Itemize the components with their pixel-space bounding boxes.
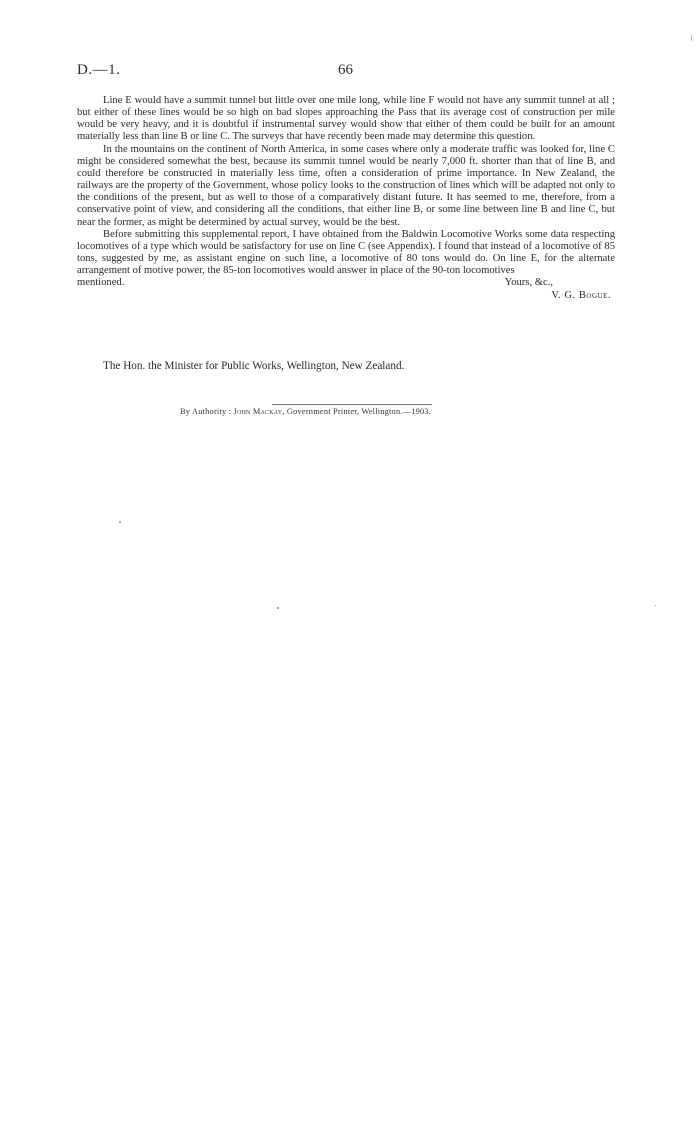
scan-speck xyxy=(277,607,279,609)
imprint-printer: John Mackay, xyxy=(233,407,285,416)
report-body xyxy=(77,95,615,302)
closing-salutation: Yours, &c., xyxy=(504,277,553,289)
printer-imprint xyxy=(180,407,431,416)
signature: V. G. Bogue. xyxy=(551,289,611,301)
page-number: 66 xyxy=(338,62,353,78)
document-reference: D.—1. xyxy=(77,62,121,78)
scan-speck xyxy=(655,605,656,606)
scan-speck xyxy=(119,521,121,523)
imprint-suffix: Government Printer, Wellington.—1903. xyxy=(286,407,432,416)
paragraph-locomotives: Before submitting this supplemental report, I have obtained from the Baldwin Locomotive Works some data respecting locomotives of a type which would be satisfactory for use on line C (see Appendix). I found that instead of a locomotive of 85 tons, suggested by me, as assistant engine on such line, a locomotive of 80 tons would do. On line E, for the alternate arrangement of motive power, the 85-ton locomotives would answer in place of the 90-ton locomotives xyxy=(77,228,615,277)
addressee: The Hon. the Minister for Public Works, Wellington, New Zealand. xyxy=(103,360,405,372)
paragraph-north-america: In the mountains on the continent of North America, in some cases where only a moderate traffic was looked for, line C might be considered somewhat the best, because its summit tunnel would be nearly 7,000 ft. shorter than that of line B, and could therefore be constructed in materially less time, often a consideration of prime importance. In New Zealand, the railways are the property of the Government, whose policy looks to the construction of lines which will be adapted not only to the conditions of the present, but as well to those of a comparatively distant future. It has seemed to me, therefore, from a conservative point of view, and considering all the conditions, that either line B, or some line between line B and line C, but near the former, as might be determined by actual survey, would be the best. xyxy=(77,143,615,228)
closing-last-word: mentioned. xyxy=(77,277,125,289)
divider-rule xyxy=(272,404,432,405)
paragraph-summit-tunnels: Line E would have a summit tunnel but little over one mile long, while line F would not have any summit tunnel at all ; but either of these lines would be so high on bad slopes approaching the Pass that its average cost of construction per mile would be very heavy, and it is doubtful if instrumental survey would show that either of them could be built for an amount materially less than line B or line C. The surveys that have recently been made may determine this question. xyxy=(77,95,615,143)
scan-speck xyxy=(691,35,692,41)
closing-block xyxy=(77,277,615,301)
imprint-prefix: By Authority : xyxy=(180,407,232,416)
